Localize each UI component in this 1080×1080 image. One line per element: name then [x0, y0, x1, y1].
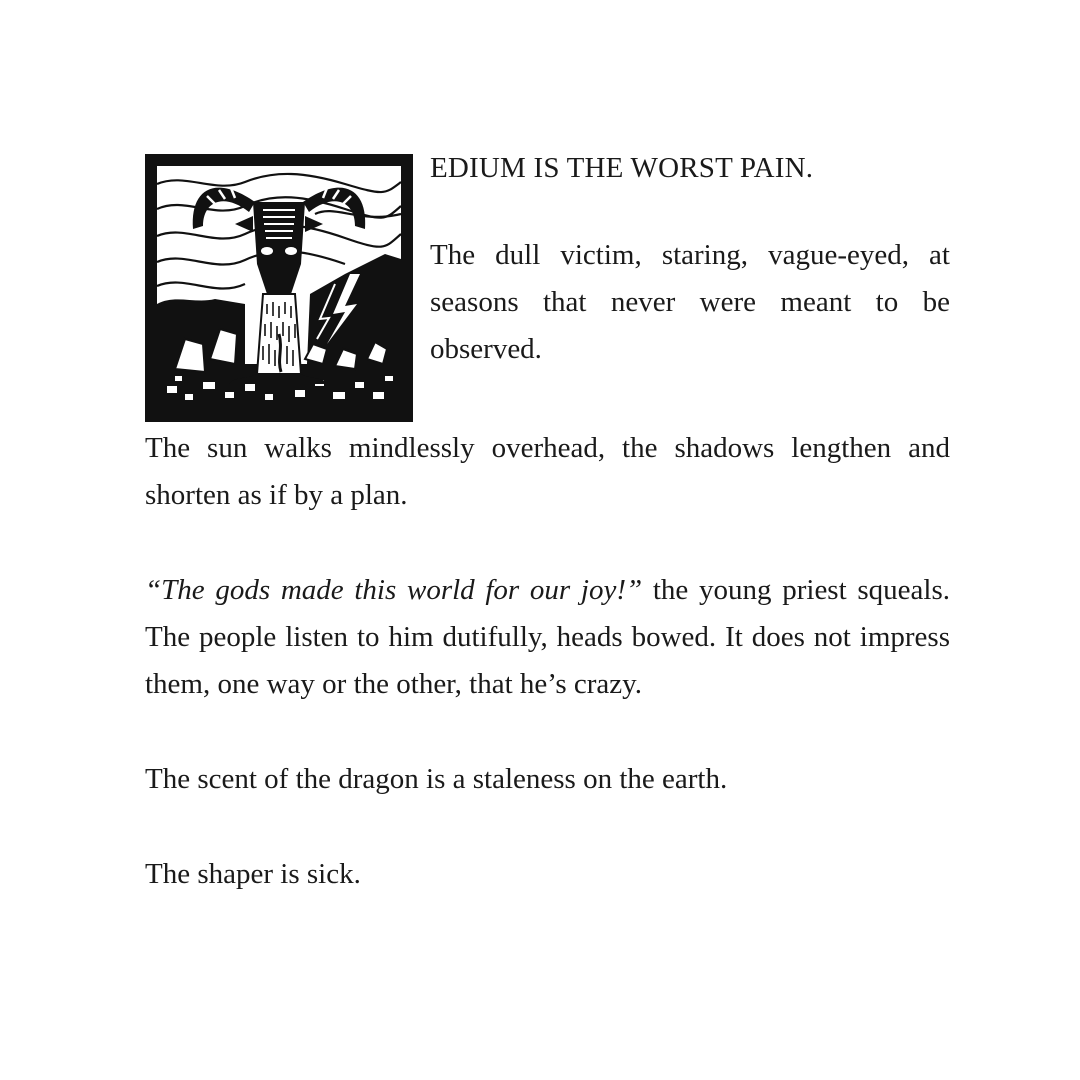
paragraph-1: The dull victim, staring, vague-eyed, at seasons that never were meant to be observed. — [430, 239, 950, 365]
paragraph-4: The scent of the dragon is a staleness on the earth. — [145, 763, 728, 795]
priest-quote: “The gods made this world for our joy!” — [145, 574, 643, 606]
dropcap-t-illustration — [145, 154, 413, 422]
opening-block — [145, 150, 950, 425]
paragraph-3 — [145, 567, 950, 708]
paragraph-2: The sun walks mindlessly overhead, the shadows lengthen and shorten as if by a plan. — [145, 432, 950, 511]
paragraph-5: The shaper is sick. — [145, 858, 361, 890]
beside-text — [430, 150, 950, 373]
paragraph-3-rest: the young priest squeals. The people listen to him dutifully, heads bowed. It does not impress them, one way or the other, that he’s crazy. — [145, 574, 950, 700]
horned-goat-skull-woodcut-icon — [145, 154, 413, 422]
opening-line: EDIUM IS THE WORST PAIN. — [430, 152, 814, 184]
document-page — [145, 150, 950, 898]
